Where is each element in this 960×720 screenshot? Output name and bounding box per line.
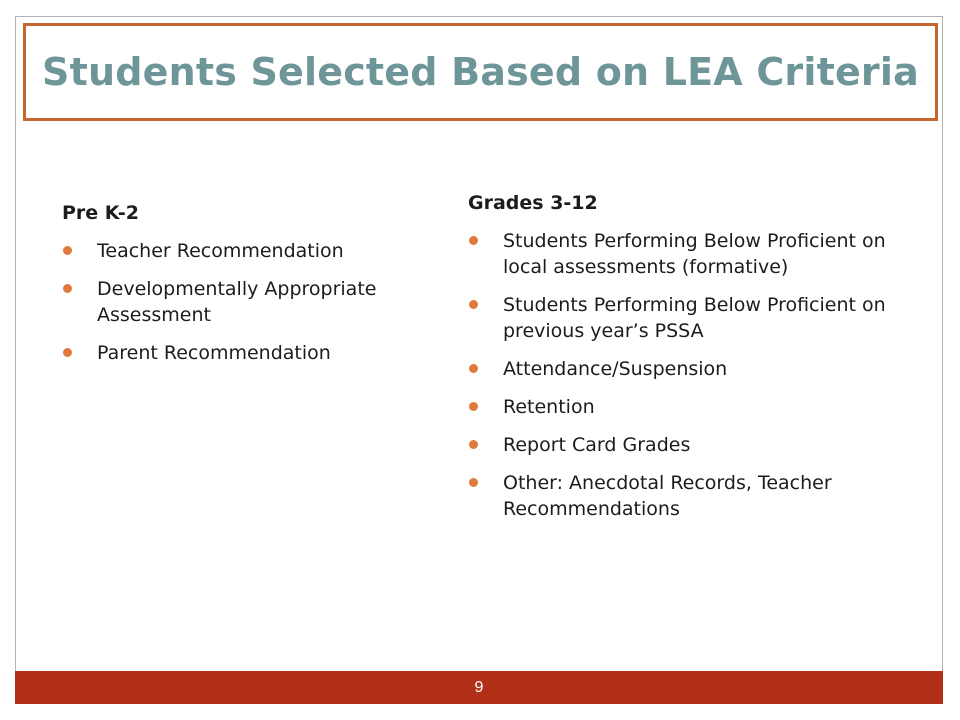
list-item-text: Attendance/Suspension [503, 358, 728, 380]
bullet-icon [469, 402, 478, 411]
slide-title: Students Selected Based on LEA Criteria [42, 50, 919, 94]
bullet-icon [63, 284, 72, 293]
bullet-icon [469, 300, 478, 309]
list-item-text: Students Performing Below Proficient on previous year’s PSSA [503, 294, 886, 342]
bullet-icon [469, 236, 478, 245]
list-item-text: Teacher Recommendation [97, 240, 344, 262]
right-column [468, 190, 908, 534]
list-item-text: Students Performing Below Proficient on local assessments (formative) [503, 230, 886, 278]
list-item [468, 394, 908, 420]
right-column-heading: Grades 3-12 [468, 192, 598, 214]
left-bullet-list [62, 238, 422, 366]
left-column-heading: Pre K-2 [62, 202, 139, 224]
list-item-text: Report Card Grades [503, 434, 691, 456]
right-bullet-list [468, 228, 908, 522]
bullet-icon [63, 246, 72, 255]
list-item [62, 276, 422, 328]
bullet-icon [469, 478, 478, 487]
footer-bar [15, 671, 943, 704]
list-item-text: Other: Anecdotal Records, Teacher Recommendations [503, 472, 832, 520]
page-number: 9 [474, 678, 484, 696]
list-item [62, 340, 422, 366]
bullet-icon [469, 364, 478, 373]
list-item-text: Retention [503, 396, 595, 418]
title-box [23, 23, 938, 121]
list-item [468, 432, 908, 458]
bullet-icon [63, 348, 72, 357]
list-item [468, 470, 908, 522]
list-item [62, 238, 422, 264]
list-item [468, 292, 908, 344]
bullet-icon [469, 440, 478, 449]
left-column [62, 200, 422, 378]
list-item [468, 228, 908, 280]
list-item-text: Parent Recommendation [97, 342, 331, 364]
list-item [468, 356, 908, 382]
list-item-text: Developmentally Appropriate Assessment [97, 278, 377, 326]
